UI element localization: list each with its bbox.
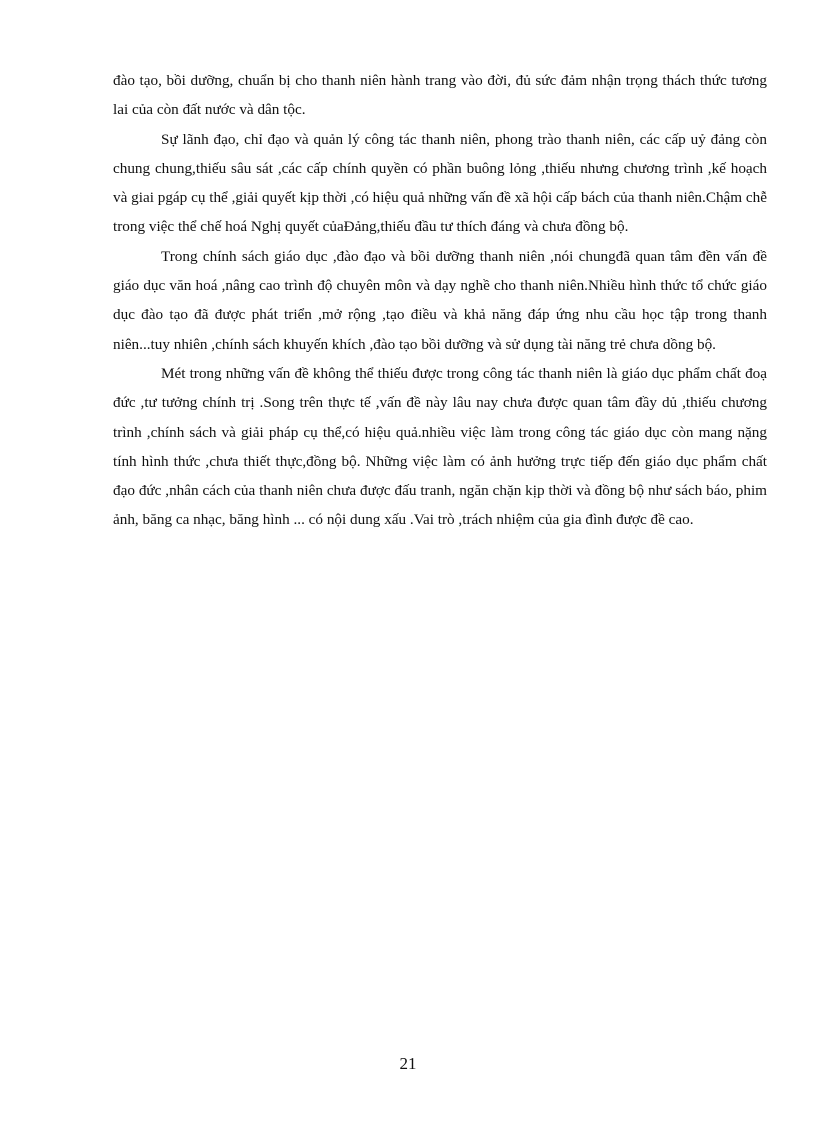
body-text	[113, 66, 767, 535]
paragraph-education-policy: Trong chính sách giáo dục ,đào đạo và bồi dưỡng thanh niên ,nói chungđã quan tâm đền vấn đề giáo dục văn hoá ,nâng cao trình độ chuyên môn và dạy nghề cho thanh niên.Nhiều hình thức tổ chức giáo dục đào tạo đã được phát triển ,mở rộng ,tạo điều và khả năng đáp ứng nhu cầu học tập trong thanh niên...tuy nhiên ,chính sách khuyến khích ,đào tạo bồi dưỡng và sử dụng tài năng trẻ chưa dồng bộ.	[113, 247, 767, 353]
paragraph-continued: đào tạo, bồi dưỡng, chuẩn bị cho thanh niên hành trang vào đời, đủ sức đảm nhận trọng thách thức tương lai của còn đất nước và dân tộc.	[113, 72, 767, 119]
paragraph-moral-education: Mét trong những vấn đề không thể thiếu được trong công tác thanh niên là giáo dục phẩm chất đoạ đức ,tư tưởng chính trị .Song trên thực tế ,vấn đề này lâu nay chưa được quan tâm đầy dủ ,thiếu chương trình ,chính sách và giải pháp cụ thể,có hiệu quả.nhiều việc làm trong công tác giáo dục còn mang nặng tính hình thức ,chưa thiết thực,đồng bộ. Những việc làm có ảnh hưởng trực tiếp đến giáo dục phẩm chất đạo đức ,nhân cách của thanh niên chưa được đấu tranh, ngăn chặn kịp thời và đồng bộ như sách báo, phim ảnh, băng ca nhạc, băng hình ... có nội dung xấu .Vai trò ,trách nhiệm của gia đình được đề cao.	[113, 364, 767, 529]
page-number: 21	[399, 1054, 417, 1073]
paragraph-leadership: Sự lãnh đạo, chỉ đạo và quản lý công tác thanh niên, phong trào thanh niên, các cấp uỷ đảng còn chung chung,thiếu sâu sát ,các cấp chính quyền có phần buông lỏng ,thiếu nhưng chương trình ,kế hoạch và giai pgáp cụ thể ,giải quyết kịp thời ,có hiệu quả những vấn đề xã hội cấp bách của thanh niên.Chậm chễ trong việc thể chế hoá Nghị quyết củaĐảng,thiếu đầu tư thích đáng và chưa đồng bộ.	[113, 130, 767, 236]
